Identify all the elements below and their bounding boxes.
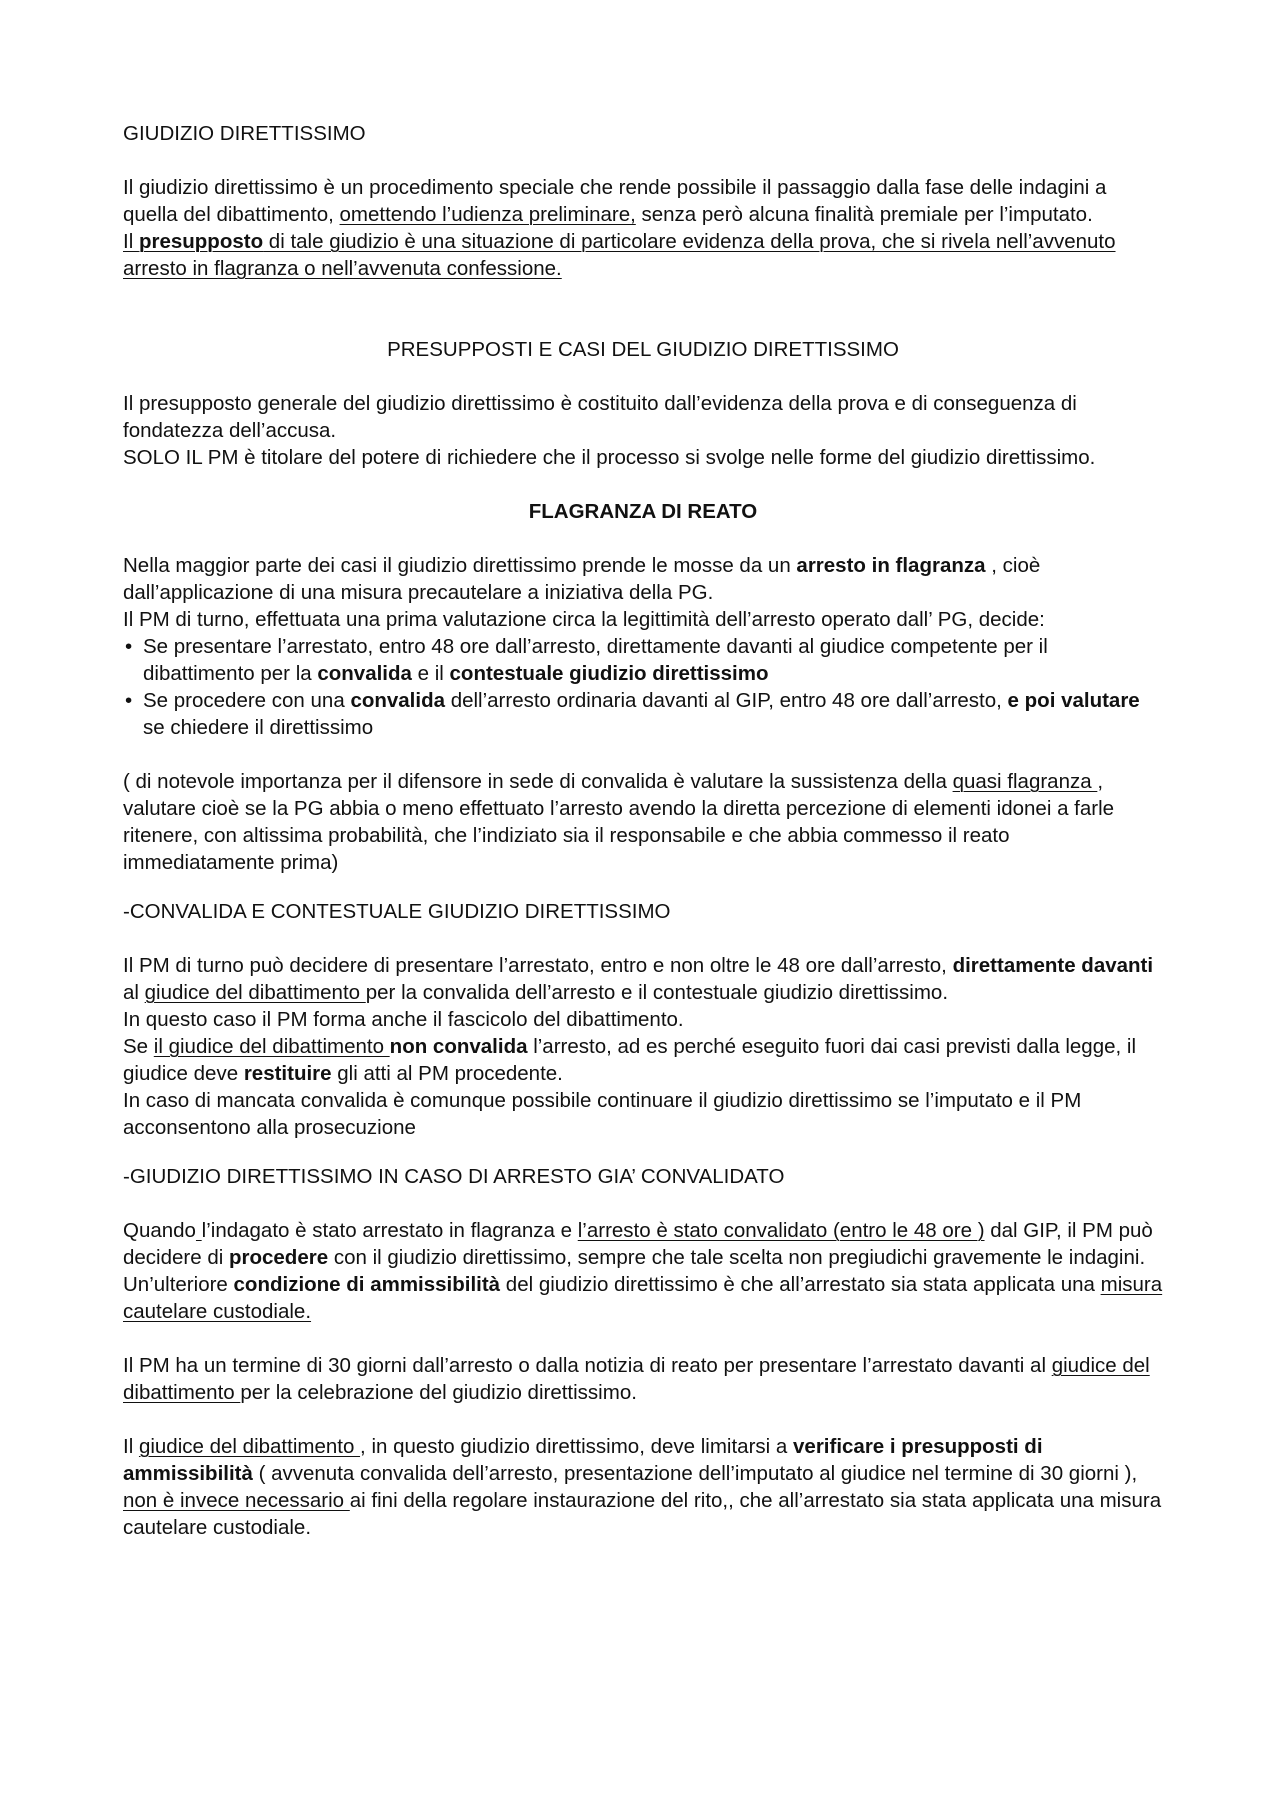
bullet-icon: •: [125, 635, 133, 658]
convalida-text: Se: [123, 1035, 154, 1058]
bullet-bold: contestuale giudizio direttissimo: [449, 662, 769, 685]
section-heading-convalidato: -GIUDIZIO DIRETTISSIMO IN CASO DI ARRESTO GIA’ CONVALIDATO: [123, 1165, 785, 1188]
section-heading-presupposti: PRESUPPOSTI E CASI DEL GIUDIZIO DIRETTISSIMO: [387, 338, 899, 361]
convalidato-paragraph-1: [123, 1217, 1163, 1271]
convalidato-text: ai fini della regolare instaurazione del rito,, che all’arrestato sia stata applicata una misura cautelare custodiale.: [123, 1489, 1162, 1539]
flagranza-text-end: , cioè dall’applicazione di una misura precautelare a iniziativa della PG.: [123, 554, 1041, 604]
document-title: GIUDIZIO DIRETTISSIMO: [123, 122, 366, 145]
bullet-text: Se presentare l’arrestato, entro 48 ore dall’arresto, direttamente davanti al giudice competente per il dibattimento per la: [143, 635, 1048, 685]
convalidato-underlined: l’arresto è stato convalidato (entro le 48 ore ): [577, 1219, 985, 1242]
presupposto-bold: presupposto: [138, 230, 264, 253]
presupposto-text: di tale giudizio è una situazione di particolare evidenza della prova, che si rivela nell’avvenuto arresto in flagranza o nell’avvenuta confessione.: [123, 230, 1116, 280]
convalidato-underlined: giudice del dibattimento: [138, 1435, 361, 1458]
convalida-underlined: il giudice del dibattimento: [153, 1035, 390, 1058]
bullet-text: se chiedere il direttissimo: [143, 716, 374, 739]
document-body: [123, 120, 1163, 1541]
section-heading-convalida: -CONVALIDA E CONTESTUALE GIUDIZIO DIRETTISSIMO: [123, 900, 671, 923]
convalidato-bold: condizione di ammissibilità: [233, 1273, 501, 1296]
list-item: [123, 687, 1163, 741]
bullet-bold: convalida: [317, 662, 412, 685]
bullet-text: dell’arresto ordinaria davanti al GIP, entro 48 ore dall’arresto,: [445, 689, 1008, 712]
presupposti-paragraph-1: Il presupposto generale del giudizio direttissimo è costituito dall’evidenza della prova e di conseguenza di fondatezza dell’accusa.: [123, 392, 1077, 442]
bullet-bold: e poi valutare: [1007, 689, 1140, 712]
convalida-paragraph-2: In questo caso il PM forma anche il fascicolo del dibattimento.: [123, 1008, 684, 1031]
convalida-bold: restituire: [243, 1062, 332, 1085]
note-text: ( di notevole importanza per il difensore in sede di convalida è valutare la sussistenza della: [123, 770, 953, 793]
convalidato-text: del giudizio direttissimo è che all’arrestato sia stata applicata una: [500, 1273, 1101, 1296]
convalida-paragraph-4: In caso di mancata convalida è comunque possibile continuare il giudizio direttissimo se l’imputato e il PM acconsentono alla prosecuzione: [123, 1089, 1082, 1139]
section-heading-flagranza: FLAGRANZA DI REATO: [528, 500, 758, 523]
convalidato-text: ( avvenuta convalida dell’arresto, presentazione dell’imputato al giudice nel termine di 30 giorni ),: [252, 1462, 1138, 1485]
convalidato-paragraph-4: [123, 1433, 1163, 1541]
convalida-text: Il PM di turno può decidere di presentare l’arrestato, entro e non oltre le 48 ore dall’arresto,: [123, 954, 953, 977]
intro-text-end: senza però alcuna finalità premiale per l’imputato.: [635, 203, 1093, 226]
presupposto-paragraph: [123, 228, 1163, 282]
convalidato-underlined: non è invece necessario: [123, 1489, 350, 1512]
bullet-bold: convalida: [350, 689, 445, 712]
convalidato-bold: procedere: [228, 1246, 329, 1269]
convalidato-text: dal GIP, il PM può decidere di: [123, 1219, 1153, 1269]
convalidato-text: con il giudizio direttissimo, sempre che tale scelta non pregiudichi gravemente le indagini.: [328, 1246, 1146, 1269]
convalida-text: per la convalida dell’arresto e il contestuale giudizio direttissimo.: [365, 981, 949, 1004]
flagranza-bullet-list: [123, 633, 1163, 741]
convalida-paragraph-1: [123, 952, 1163, 1006]
bullet-text: Se procedere con una: [143, 689, 351, 712]
convalida-paragraph-3: [123, 1033, 1163, 1087]
list-item: [123, 633, 1163, 687]
flagranza-text: Nella maggior parte dei casi il giudizio direttissimo prende le mosse da un: [123, 554, 797, 577]
bullet-text: e il: [411, 662, 450, 685]
convalidato-bold: verificare i presupposti di ammissibilità: [123, 1435, 1043, 1485]
convalida-text: al: [123, 981, 145, 1004]
convalidato-text: Il PM ha un termine di 30 giorni dall’arresto o dalla notizia di reato per presentare l’arrestato davanti al: [123, 1354, 1052, 1377]
convalidato-text: , in questo giudizio direttissimo, deve limitarsi a: [360, 1435, 794, 1458]
convalidato-text: l’indagato è stato arrestato in flagranza e: [201, 1219, 578, 1242]
convalida-bold: direttamente davanti: [952, 954, 1154, 977]
flagranza-paragraph-2: Il PM di turno, effettuata una prima valutazione circa la legittimità dell’arresto operato dall’ PG, decide:: [123, 608, 1045, 631]
intro-underlined: omettendo l’udienza preliminare,: [339, 203, 636, 226]
convalidato-paragraph-3: [123, 1352, 1163, 1406]
convalida-text: gli atti al PM procedente.: [331, 1062, 563, 1085]
convalidato-text: Un’ulteriore: [123, 1273, 234, 1296]
convalida-bold: non convalida: [389, 1035, 528, 1058]
convalidato-paragraph-2: [123, 1271, 1163, 1325]
presupposto-lead: Il: [123, 230, 139, 253]
convalidato-text: Quando: [123, 1219, 196, 1242]
flagranza-bold: arresto in flagranza: [796, 554, 986, 577]
intro-paragraph: [123, 174, 1163, 228]
convalidato-text: Il: [123, 1435, 139, 1458]
intro-text: Il giudizio direttissimo è un procedimento speciale che rende possibile il passaggio dalla fase delle indagini a quella del dibattimento,: [123, 176, 1107, 226]
presupposti-paragraph-2: SOLO IL PM è titolare del potere di richiedere che il processo si svolge nelle forme del giudizio direttissimo.: [123, 446, 1096, 469]
convalidato-underlined: giudice del dibattimento: [123, 1354, 1150, 1404]
convalidato-text: per la celebrazione del giudizio direttissimo.: [240, 1381, 637, 1404]
convalida-underlined: giudice del dibattimento: [144, 981, 366, 1004]
flagranza-paragraph-1: [123, 552, 1163, 606]
note-underlined: quasi flagranza: [952, 770, 1098, 793]
bullet-icon: •: [125, 689, 133, 712]
convalida-text: l’arresto, ad es perché eseguito fuori dai casi previsti dalla legge, il giudice deve: [123, 1035, 1136, 1085]
convalidato-underlined: misura cautelare custodiale.: [123, 1273, 1163, 1323]
quasi-flagranza-note: [123, 768, 1163, 876]
note-text-end: , valutare cioè se la PG abbia o meno effettuato l’arresto avendo la diretta percezione di elementi idonei a farle ritenere, con altissima probabilità, che l’indiziato sia il responsabile e che abbia commesso il reato immediatamente prima): [123, 770, 1115, 874]
